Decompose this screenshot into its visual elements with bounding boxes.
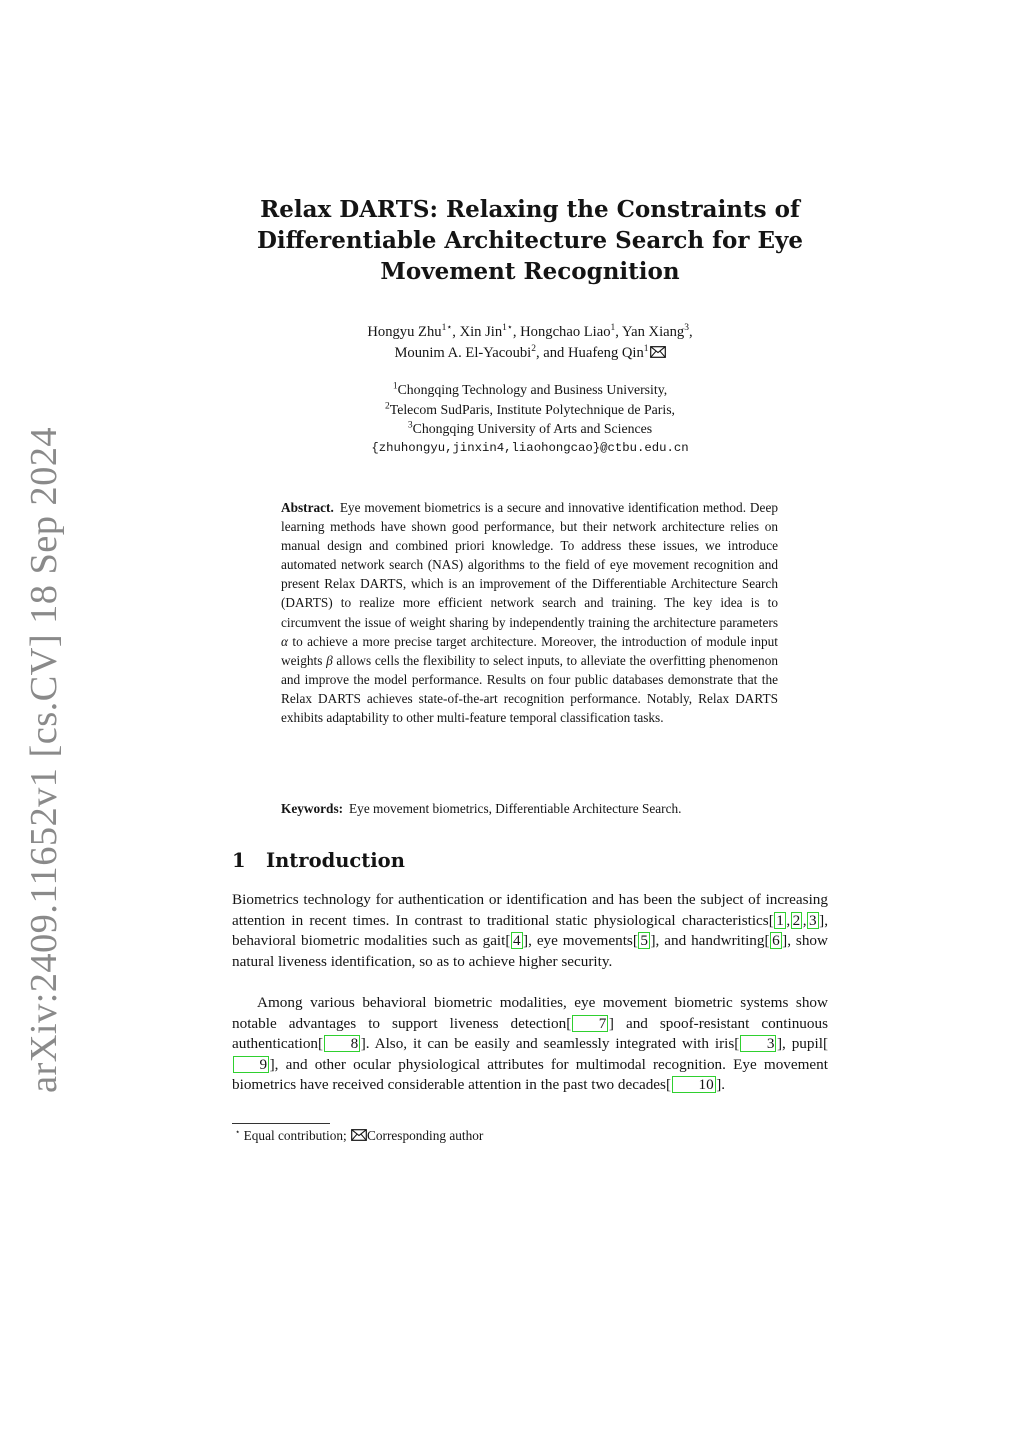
citation-link[interactable]: 5 (640, 932, 648, 950)
star-marker: ⋆ (235, 1126, 241, 1137)
author-affiliation-marker: 1⋆ (441, 323, 453, 334)
author-affiliation-marker: 3 (684, 323, 689, 334)
affiliation-line: $^1$Chongqing Technology and Business University, (392, 381, 668, 397)
author-affiliation-marker: 1⋆ (502, 323, 513, 334)
citation-link[interactable]: 4 (512, 932, 521, 950)
citation-link[interactable]: 7 (572, 1015, 609, 1032)
title-line: Relax DARTS: Relaxing the Constraints of (260, 196, 800, 223)
keywords: Keywords: Eye movement biometrics, Differentiable Architecture Search. (281, 801, 682, 816)
author-affiliation-marker: 2 (531, 344, 536, 355)
citation-link[interactable]: 3 (809, 911, 817, 929)
citation-link[interactable]: 6 (772, 932, 780, 950)
abstract: Abstract. Eye movement biometrics is a secure and innovative identification method. Deep learning methods have shown good performance, but their network architecture relies on manual design and combined priori knowledge. To address these issues, we introduce automated network search (NAS) algorithms to the field of eye movement recognition and present Relax DARTS, which is an improvement of the Differentiable Architecture Search (DARTS) to realize more efficient network search and training. The key idea is to circumvent the issue of weight sharing by independently training the architecture parameters α to achieve a more precise target architecture. Moreover, the introduction of module input weights β allows cells the flexibility to select inputs, to alleviate the overfitting phenomenon and improve the model performance. Results on four public databases demonstrate that the Relax DARTS achieves state-of-the-art recognition performance. Notably, Relax DARTS exhibits adaptability to other multi-feature temporal classification tasks. (281, 500, 778, 726)
author-name: Mounim A. El-Yacoubi (394, 345, 532, 361)
section-title: Introduction (266, 849, 405, 872)
envelope-icon (351, 1129, 367, 1141)
affiliation-line: $^2$Telecom SudParis, Institute Polytechnique de Paris, (384, 400, 676, 417)
beta-symbol: β (326, 652, 333, 668)
affiliation-line: $^3$Chongqing University of Arts and Sciences (407, 420, 653, 436)
author-list: Hongyu Zhu$^{1⋆}$, Xin Jin$^{1⋆}$, Hongchao Liao$^1$, Yan Xiang$^3$, Mounim A. El-Yacoubi$^2$, and Huafeng Qin$^1$ (367, 323, 693, 361)
author-name: Xin Jin (459, 324, 503, 340)
footnote-divider (232, 1123, 330, 1124)
author-email: {zhuhongyu,jinxin4,liaohongcao}@ctbu.edu.cn (371, 440, 689, 455)
arxiv-identifier-stamp: arXiv:2409.11652v1 [cs.CV] 18 Sep 2024 (23, 426, 65, 1094)
envelope-icon (650, 346, 666, 358)
section-number: 1 (232, 849, 246, 872)
author-name: Hongchao Liao (520, 324, 611, 340)
alpha-symbol: α (281, 633, 288, 649)
body-paragraph: Biometrics technology for authentication or identification and has been the subject of increasing attention in recent times. In contrast to traditional static physiological characteristics[ 1 , 2 , 3 ], behavioral biometric modalities such as gait[ 4 ], eye movements[ 5 ], and handwriting[ 6 ], show natural liveness identification, so as to achieve higher security. (232, 891, 828, 970)
title-line: Movement Recognition (380, 258, 680, 285)
citation-link[interactable]: 9 (233, 1056, 270, 1073)
author-affiliation-marker: 1 (610, 323, 616, 334)
footnote: ⋆ Equal contribution; Corresponding author (235, 1126, 484, 1143)
citation-link[interactable]: 2 (792, 911, 801, 929)
title-line: Differentiable Architecture Search for Eye (256, 227, 804, 254)
keywords-label: Keywords: (281, 801, 344, 816)
author-affiliation-marker: 1 (643, 344, 649, 355)
author-name: Huafeng Qin (568, 345, 644, 361)
citation-link[interactable]: 1 (776, 911, 784, 929)
abstract-label: Abstract. (281, 500, 334, 515)
citation-link[interactable]: 10 (672, 1076, 716, 1093)
section-heading-introduction (232, 849, 405, 873)
affiliation-block (232, 380, 828, 458)
body-paragraph: Among various behavioral biometric modalities, eye movement biometric systems show notable advantages to support liveness detection[ 7 ] and spoof-resistant continuous authentication[ 8 ]. Also, it can be easily and seamlessly integrated with iris[ 3 ], pupil[9 ], and other ocular physiological attributes for multimodal recognition. Eye movement biometrics have received considerable attention in the past two decades[ 10 ]. (232, 994, 828, 1094)
paper-title (232, 194, 828, 287)
citation-link[interactable]: 8 (324, 1035, 361, 1052)
citation-link[interactable]: 3 (740, 1035, 777, 1052)
author-name: Hongyu Zhu (367, 324, 442, 340)
author-name: Yan Xiang (622, 324, 685, 340)
